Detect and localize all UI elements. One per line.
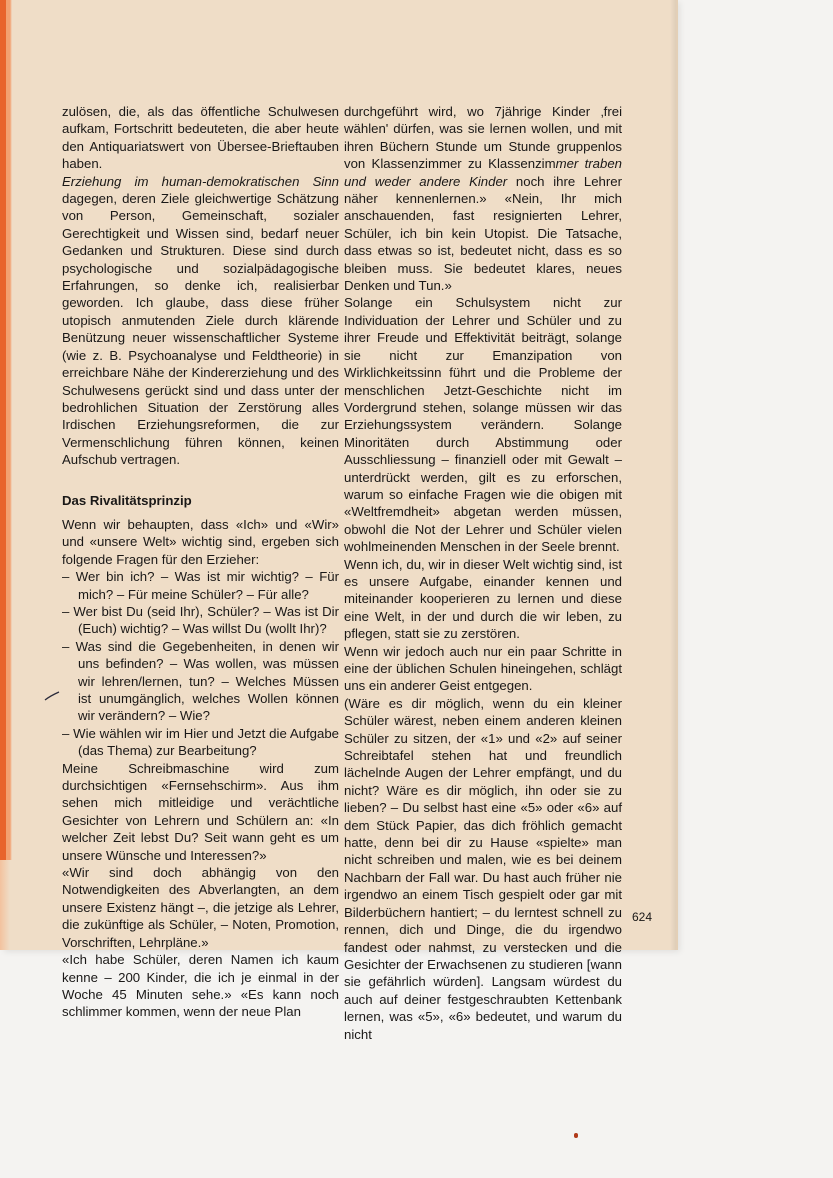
italic-phrase: Erziehung im human-demokratischen Sinn [62, 173, 339, 189]
left-intro-paragraph: zulösen, die, als das öffentliche Schulwesen aufkam, Fortschritt bedeuteten, die aber heute den Antiquariatswert von Übersee-Brieftauben haben. [62, 104, 339, 172]
page-edge-fade [0, 860, 10, 950]
paragraph-text: dagegen, deren Ziele gleichwertige Schätzung von Person, Gemeinschaft, sozialer Gerechtigkeit und Wissen sind, bedarf neuer Gedanken und Strukturen. Diese sind durch psychologische und sozialpädagogische Erfahrungen, so denke ich, realisierbar geworden. Ich glaube, dass diese früher utopisch anmutenden Ziele durch klärende Benützung neuer wissenschaftlicher Systeme (wie z. B. Psychoanalyse und Feldtheorie) in erreichbare Nähe der Kindererziehung und des Schulwesens gerückt sind und dass unter der bedrohlichen Situation der Zerstörung alles Irdischen Erziehungsreformen, die zur Vermenschlichung führen können, keinen Aufschub vertragen. [62, 191, 339, 468]
question-item: – Wer bist Du (seid Ihr), Schüler? – Was ist Dir (Euch) wichtig? – Was willst Du (wollt Ihr)? [62, 603, 339, 637]
left-paragraph-5: «Wir sind doch abhängig von den Notwendigkeiten des Abverlangten, an dem unsere Existenz hängt –, die jetzige als Lehrer, die zukünftige als Schüler, – Noten, Promotion, Vorschriften, Lehrpläne.» [62, 865, 339, 950]
question-item: – Wie wählen wir im Hier und Jetzt die Aufgabe (das Thema) zur Bearbeitung? [62, 725, 339, 759]
left-paragraph-2 [62, 173, 339, 469]
right-paragraph-5: (Wäre es dir möglich, wenn du ein kleiner Schüler wärest, neben einem anderen kleinen Schüler zu sitzen, der «1» und «2» auf seiner Schreibtafel stehen hat und freundlich lächelnde Augen der Lehrer empfängt, und du nicht? Wäre es dir möglich, ihn oder sie zu lieben? – Du selbst hast eine «5» oder «6» auf dem Stück Papier, das dich fröhlich gemacht hatte, denn bei dir zu Hause «spielte» man nicht schreiben und malen, wie es bei deinem Nachbarn der Fall war. Du hast auch früher nie irgendwo an einem Tisch gespielt oder gar mit Bilderbüchern hantiert; – du lerntest schnell zu rennen, dich und Dinge, die du irgendwo fandest oder nahmst, zu verstecken und die Gesichter der Erwachsenen zu studieren [wann sie gefährlich würden]. Langsam würdest du auch auf deiner festgeschraubten Kettenbank lernen, was «5», «6» bedeutet, und warum du nicht [344, 695, 622, 1042]
page-number: 624 [632, 910, 653, 924]
right-paragraph-3: Wenn ich, du, wir in dieser Welt wichtig sind, ist es unsere Aufgabe, einander kennen und miteinander kooperieren zu lernen und diese eine Welt, in der und durch die wir leben, zu pflegen, statt sie zu zerstören. [344, 556, 622, 642]
orange-page-edge [0, 0, 12, 860]
left-paragraph-4: Meine Schreibmaschine wird zum durchsichtigen «Fernsehschirm». Aus ihm sehen mich mitleidige und verächtliche Gesichter von Lehrern und Schülern an: «In welcher Zeit lebst Du? Seit wann geht es um unsere Wünsche und Interessen?» [62, 760, 339, 863]
left-column [62, 103, 339, 1021]
left-paragraph-6: «Ich habe Schüler, deren Namen ich kaum kenne – 200 Kinder, die ich je einmal in der Woche 45 Minuten sehe.» «Es kann noch schlimmer kommen, wenn der neue Plan [62, 952, 339, 1020]
question-item: – Was sind die Gegebenheiten, in denen wir uns befinden? – Was wollen, was müssen wir lehren/lernen, tun? – Welches Müssen ist unumgänglich, welches Wollen können wir verändern? – Wie? [62, 638, 339, 724]
left-paragraph-3: Wenn wir behaupten, dass «Ich» und «Wir» und «unsere Welt» wichtig sind, ergeben sich folgende Fragen für den Erzieher: [62, 516, 339, 567]
right-paragraph-1 [344, 103, 622, 294]
italic-phrase: mer traben und weder andere Kinder [344, 156, 622, 189]
paragraph-text: noch ihre Lehrer näher kennenlernen.» «Nein, Ihr mich anschauenden, fast resignierten Lehrer, Schüler, ich bin kein Utopist. Die Tatsache, dass etwas so ist, bedeutet nicht, dass es so bleiben muss. Sie bedeutet klares, neues Denken und Tun.» [344, 173, 622, 294]
section-heading: Das Rivalitätsprinzip [62, 492, 192, 508]
paragraph-text: durchgeführt wird, wo 7jährige Kinder ‚frei wählen' dürfen, was sie lernen wollen, und mit ihren Büchern Stunde um Stunde gruppenlos von Klassenzimmer zu Klassenzim [344, 104, 622, 172]
right-paragraph-4: Wenn wir jedoch auch nur ein paar Schritte in eine der üblichen Schulen hineingehen, schlägt uns ein anderer Geist entgegen. [344, 643, 622, 694]
question-item: – Wer bin ich? – Was ist mir wichtig? – Für mich? – Für meine Schüler? – Für alle? [62, 569, 339, 602]
right-paragraph-2: Solange ein Schulsystem nicht zur Individuation der Lehrer und Schüler und zu ihrer Freude und Effektivität beiträgt, solange sie nicht zur Emanzipation von Wirklichkeitssinn führt und die Probleme der menschlichen Jetzt-Geschichte nicht im Vordergrund stehen, solange müssen wir das Erziehungssystem verändern. Solange Minoritäten durch Abstimmung oder Ausschliessung – finanziell oder mit Gewalt – unterdrückt werden, gilt es zu erforschen, warum so einfache Fragen wie die obigen mit «Weltfremdheit» abgetan werden müssen, obwohl die Not der Lehrer und Schüler vielen wohlmeinenden Menschen in der Seele brennt. [344, 295, 622, 555]
ink-speck [574, 1133, 578, 1138]
right-column [344, 103, 622, 1043]
pen-mark-icon [44, 691, 60, 701]
